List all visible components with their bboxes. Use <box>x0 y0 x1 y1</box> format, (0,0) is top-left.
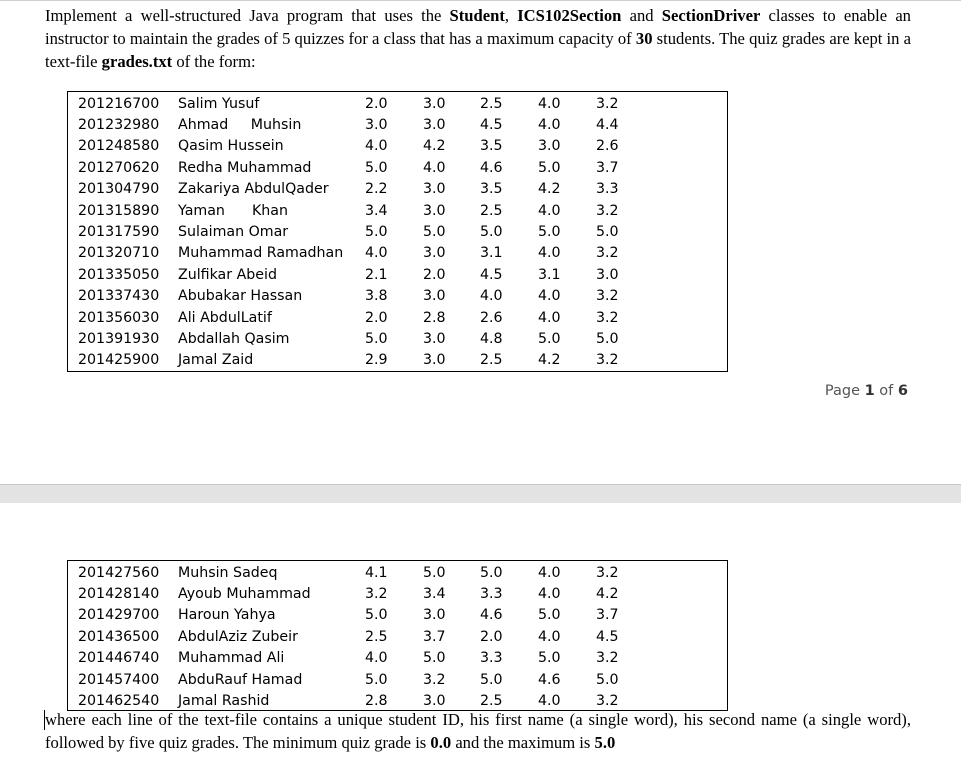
quiz-grade-cell: 2.0 <box>365 309 388 326</box>
quiz-grade-cell: 3.7 <box>596 159 619 176</box>
student-name-cell: Abdallah Qasim <box>178 330 290 347</box>
quiz-grade-cell: 2.0 <box>480 628 503 645</box>
quiz-grade-cell: 5.0 <box>538 607 561 624</box>
quiz-grade-cell: 3.0 <box>423 288 446 305</box>
quiz-grade-cell: 3.0 <box>538 138 561 155</box>
table-row <box>68 670 727 691</box>
quiz-grade-cell: 3.0 <box>423 352 446 369</box>
student-name-cell: Muhammad Ali <box>178 650 285 667</box>
student-id-cell: 201428140 <box>78 585 160 602</box>
quiz-grade-cell: 3.8 <box>365 288 388 305</box>
student-name-cell: Sulaiman Omar <box>178 223 289 240</box>
quiz-grade-cell: 3.5 <box>480 138 503 155</box>
table-row <box>68 115 727 136</box>
quiz-grade-cell: 2.5 <box>365 628 388 645</box>
intro-text-6: of the form: <box>172 52 256 71</box>
quiz-grade-cell: 5.0 <box>538 650 561 667</box>
quiz-grade-cell: 3.3 <box>480 585 503 602</box>
student-id-cell: 201427560 <box>78 564 160 581</box>
quiz-grade-cell: 4.0 <box>365 245 388 262</box>
table-row <box>68 243 727 264</box>
quiz-grade-cell: 5.0 <box>365 330 388 347</box>
quiz-grade-cell: 2.5 <box>480 352 503 369</box>
quiz-grade-cell: 5.0 <box>538 223 561 240</box>
student-name-cell: Salim Yusuf <box>178 95 260 112</box>
quiz-grade-cell: 3.2 <box>423 671 446 688</box>
quiz-grade-cell: 4.2 <box>423 138 446 155</box>
intro-text-1: Implement a well-structured Java program that uses the <box>45 6 450 25</box>
quiz-grade-cell: 3.2 <box>365 585 388 602</box>
intro-text-5: students. The quiz grades are kept in a text-file <box>45 29 911 71</box>
quiz-grade-cell: 4.5 <box>480 116 503 133</box>
table-row <box>68 94 727 115</box>
quiz-grade-cell: 3.1 <box>538 266 561 283</box>
grades-table-part-1 <box>67 91 728 372</box>
student-id-cell: 201429700 <box>78 607 160 624</box>
table-row <box>68 350 727 371</box>
quiz-grade-cell: 4.6 <box>538 671 561 688</box>
student-id-cell: 201248580 <box>78 138 160 155</box>
student-name-cell: AbduRauf Hamad <box>178 671 303 688</box>
quiz-grade-cell: 2.5 <box>480 692 503 709</box>
quiz-grade-cell: 3.0 <box>423 245 446 262</box>
outro-text-1: where each line of the text-file contains a unique student ID, his first name (a single word), his second name (a single word), followed by five quiz grades. The minimum quiz grade is <box>45 710 911 752</box>
student-id-cell: 201425900 <box>78 352 160 369</box>
page-of: of <box>874 383 898 399</box>
quiz-grade-cell: 2.6 <box>596 138 619 155</box>
quiz-grade-cell: 5.0 <box>365 223 388 240</box>
quiz-grade-cell: 3.2 <box>596 650 619 667</box>
quiz-grade-cell: 3.2 <box>596 309 619 326</box>
student-name-cell: Yaman Khan <box>178 202 288 219</box>
quiz-grade-cell: 5.0 <box>596 223 619 240</box>
student-id-cell: 201270620 <box>78 159 160 176</box>
quiz-grade-cell: 4.2 <box>596 585 619 602</box>
quiz-grade-cell: 5.0 <box>480 564 503 581</box>
quiz-grade-cell: 3.2 <box>596 202 619 219</box>
student-id-cell: 201317590 <box>78 223 160 240</box>
quiz-grade-cell: 4.0 <box>538 116 561 133</box>
intro-bold-student: Student <box>449 6 505 25</box>
quiz-grade-cell: 3.7 <box>596 607 619 624</box>
student-id-cell: 201391930 <box>78 330 160 347</box>
quiz-grade-cell: 3.7 <box>423 628 446 645</box>
quiz-grade-cell: 3.0 <box>365 116 388 133</box>
page-separator <box>0 484 961 504</box>
quiz-grade-cell: 2.5 <box>480 95 503 112</box>
student-id-cell: 201436500 <box>78 628 160 645</box>
quiz-grade-cell: 3.2 <box>596 245 619 262</box>
student-name-cell: Qasim Hussein <box>178 138 284 155</box>
student-name-cell: Ali AbdulLatif <box>178 309 272 326</box>
student-name-cell: Ayoub Muhammad <box>178 585 311 602</box>
quiz-grade-cell: 3.0 <box>423 607 446 624</box>
quiz-grade-cell: 4.0 <box>538 564 561 581</box>
quiz-grade-cell: 4.0 <box>423 159 446 176</box>
table-row <box>68 329 727 350</box>
quiz-grade-cell: 3.0 <box>423 95 446 112</box>
quiz-grade-cell: 3.2 <box>596 288 619 305</box>
quiz-grade-cell: 2.1 <box>365 266 388 283</box>
student-name-cell: Zakariya AbdulQader <box>178 181 329 198</box>
quiz-grade-cell: 3.0 <box>423 692 446 709</box>
quiz-grade-cell: 5.0 <box>423 223 446 240</box>
quiz-grade-cell: 5.0 <box>596 330 619 347</box>
student-id-cell: 201315890 <box>78 202 160 219</box>
quiz-grade-cell: 4.2 <box>538 181 561 198</box>
quiz-grade-cell: 3.3 <box>596 181 619 198</box>
intro-paragraph[interactable] <box>45 4 911 73</box>
quiz-grade-cell: 3.1 <box>480 245 503 262</box>
student-id-cell: 201216700 <box>78 95 160 112</box>
quiz-grade-cell: 4.0 <box>538 202 561 219</box>
quiz-grade-cell: 5.0 <box>538 159 561 176</box>
quiz-grade-cell: 4.0 <box>538 95 561 112</box>
student-name-cell: Redha Muhammad <box>178 159 312 176</box>
intro-bold-capacity: 30 <box>635 29 653 48</box>
document-page-2 <box>0 503 961 767</box>
page-current: 1 <box>864 383 875 399</box>
quiz-grade-cell: 5.0 <box>538 330 561 347</box>
student-name-cell: Abubakar Hassan <box>178 288 303 305</box>
student-name-cell: Muhammad Ramadhan <box>178 245 344 262</box>
quiz-grade-cell: 2.8 <box>423 309 446 326</box>
quiz-grade-cell: 4.0 <box>538 692 561 709</box>
quiz-grade-cell: 3.0 <box>423 202 446 219</box>
quiz-grade-cell: 4.6 <box>480 159 503 176</box>
quiz-grade-cell: 4.2 <box>538 352 561 369</box>
table-row <box>68 584 727 605</box>
quiz-grade-cell: 5.0 <box>596 671 619 688</box>
quiz-grade-cell: 4.0 <box>365 650 388 667</box>
quiz-grade-cell: 5.0 <box>423 650 446 667</box>
quiz-grade-cell: 3.3 <box>480 650 503 667</box>
student-id-cell: 201337430 <box>78 288 160 305</box>
student-id-cell: 201232980 <box>78 116 160 133</box>
quiz-grade-cell: 3.2 <box>596 692 619 709</box>
student-name-cell: Muhsin Sadeq <box>178 564 278 581</box>
quiz-grade-cell: 3.2 <box>596 352 619 369</box>
quiz-grade-cell: 2.0 <box>423 266 446 283</box>
table-row <box>68 265 727 286</box>
quiz-grade-cell: 3.0 <box>423 330 446 347</box>
quiz-grade-cell: 3.0 <box>596 266 619 283</box>
quiz-grade-cell: 4.0 <box>538 628 561 645</box>
quiz-grade-cell: 4.4 <box>596 116 619 133</box>
quiz-grade-cell: 4.0 <box>538 288 561 305</box>
quiz-grade-cell: 4.8 <box>480 330 503 347</box>
quiz-grade-cell: 2.9 <box>365 352 388 369</box>
quiz-grade-cell: 3.2 <box>596 95 619 112</box>
quiz-grade-cell: 5.0 <box>365 159 388 176</box>
table-row <box>68 648 727 669</box>
outro-text-2: and the maximum is <box>451 733 595 752</box>
quiz-grade-cell: 5.0 <box>423 564 446 581</box>
quiz-grade-cell: 4.0 <box>538 309 561 326</box>
student-name-cell: AbdulAziz Zubeir <box>178 628 298 645</box>
table-row <box>68 308 727 329</box>
quiz-grade-cell: 5.0 <box>365 671 388 688</box>
table-row <box>68 605 727 626</box>
page-number-indicator[interactable] <box>825 383 908 399</box>
quiz-grade-cell: 3.5 <box>480 181 503 198</box>
quiz-grade-cell: 4.0 <box>538 245 561 262</box>
quiz-grade-cell: 4.0 <box>538 585 561 602</box>
intro-bold-section: ICS102Section <box>517 6 622 25</box>
outro-bold-min: 0.0 <box>430 733 452 752</box>
intro-text-4: classes to enable an instructor to maintain the grades of 5 quizzes for a class that has a maximum capacity of <box>45 6 911 48</box>
student-name-cell: Haroun Yahya <box>178 607 276 624</box>
grades-table-part-2 <box>67 560 728 711</box>
intro-text-2: , <box>504 6 518 25</box>
quiz-grade-cell: 3.0 <box>423 116 446 133</box>
quiz-grade-cell: 2.6 <box>480 309 503 326</box>
student-name-cell: Jamal Rashid <box>178 692 270 709</box>
quiz-grade-cell: 4.0 <box>365 138 388 155</box>
table-row <box>68 201 727 222</box>
page-total: 6 <box>897 383 908 399</box>
student-name-cell: Jamal Zaid <box>178 352 254 369</box>
table-row <box>68 179 727 200</box>
quiz-grade-cell: 4.6 <box>480 607 503 624</box>
table-row <box>68 563 727 584</box>
table-row <box>68 222 727 243</box>
student-id-cell: 201356030 <box>78 309 160 326</box>
table-row <box>68 158 727 179</box>
quiz-grade-cell: 2.2 <box>365 181 388 198</box>
outro-bold-max: 5.0 <box>594 733 616 752</box>
quiz-grade-cell: 4.5 <box>480 266 503 283</box>
quiz-grade-cell: 5.0 <box>365 607 388 624</box>
intro-text-3: and <box>621 6 662 25</box>
table-row <box>68 136 727 157</box>
student-id-cell: 201446740 <box>78 650 160 667</box>
intro-bold-filename: grades.txt <box>101 52 173 71</box>
student-name-cell: Zulfikar Abeid <box>178 266 277 283</box>
student-id-cell: 201335050 <box>78 266 160 283</box>
page-top-border <box>0 0 961 1</box>
outro-paragraph[interactable] <box>45 708 911 754</box>
quiz-grade-cell: 4.5 <box>596 628 619 645</box>
quiz-grade-cell: 3.4 <box>423 585 446 602</box>
student-name-cell: Ahmad Muhsin <box>178 116 302 133</box>
quiz-grade-cell: 3.4 <box>365 202 388 219</box>
quiz-grade-cell: 2.0 <box>365 95 388 112</box>
quiz-grade-cell: 5.0 <box>480 671 503 688</box>
intro-bold-driver: SectionDriver <box>661 6 761 25</box>
quiz-grade-cell: 5.0 <box>480 223 503 240</box>
quiz-grade-cell: 3.2 <box>596 564 619 581</box>
student-id-cell: 201320710 <box>78 245 160 262</box>
student-id-cell: 201462540 <box>78 692 160 709</box>
table-row <box>68 286 727 307</box>
quiz-grade-cell: 4.0 <box>480 288 503 305</box>
page-prefix: Page <box>824 383 865 399</box>
quiz-grade-cell: 2.8 <box>365 692 388 709</box>
student-id-cell: 201304790 <box>78 181 160 198</box>
quiz-grade-cell: 4.1 <box>365 564 388 581</box>
quiz-grade-cell: 3.0 <box>423 181 446 198</box>
student-id-cell: 201457400 <box>78 671 160 688</box>
table-row <box>68 627 727 648</box>
quiz-grade-cell: 2.5 <box>480 202 503 219</box>
